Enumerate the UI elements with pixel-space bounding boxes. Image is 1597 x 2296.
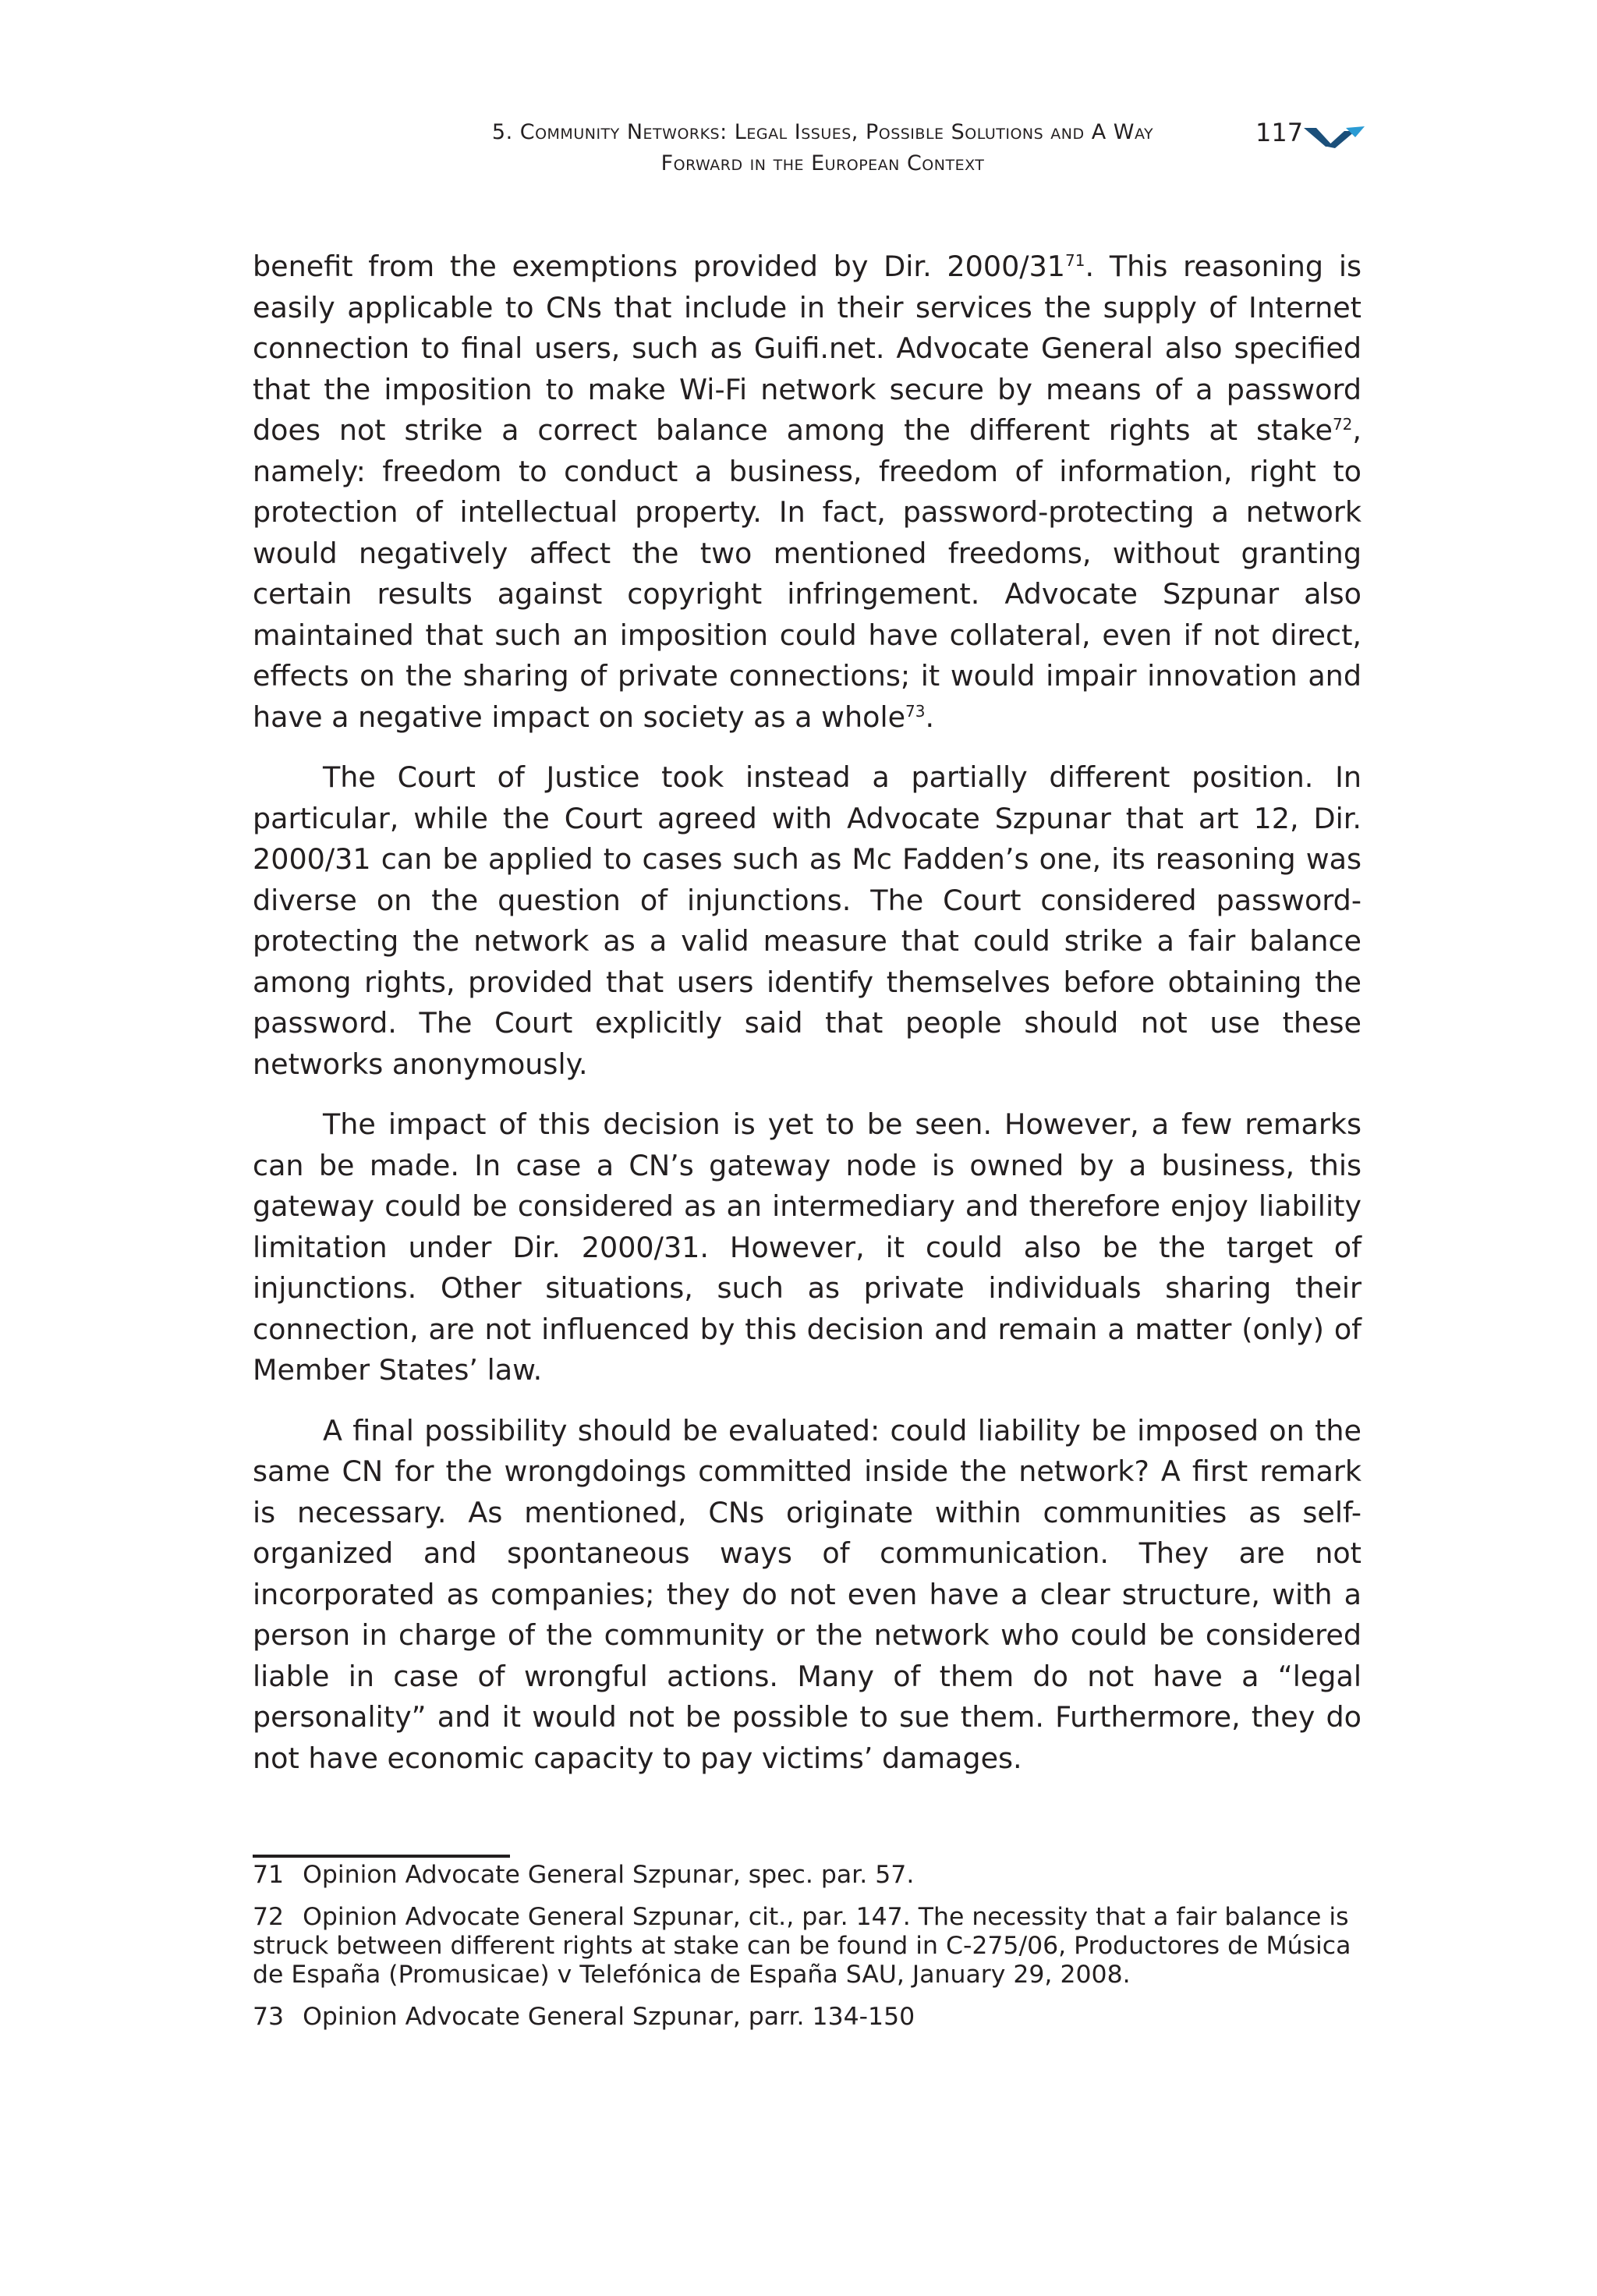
footnote-number: 73 [253, 2003, 285, 2031]
footnote-73 [253, 2003, 1362, 2032]
footnote-rule [253, 1855, 510, 1858]
footnote-ref-71: 71 [1065, 250, 1085, 270]
page-number: 117 [1255, 118, 1304, 147]
paragraph-2: The Court of Justice took instead a partially different position. In particular, while the Court agreed with Advocate Szpunar that art 12, Dir. 2000/31 can be applied to cases such as Mc Fadden’s one, its reasoning was diverse on the question of injunctions. The Court considered password-protecting the network as a valid measure that could strike a fair balance among rights, provided that users identify themselves before obtaining the password. The Court explicitly said that people should not use these networks anonymously. [253, 760, 1362, 1081]
footnote-ref-72: 72 [1332, 414, 1353, 434]
footnote-71 [253, 1861, 1362, 1890]
paragraph-1-part-b: . This reasoning is easily applicable to CNs that include in their services the supply of Internet connection to final users, such as Guifi.net. Advocate General also specified that the imposition to make Wi-Fi network secure by means of a password does not strike a correct balance among the different rights at stake [253, 250, 1362, 447]
paragraph-1-part-a: benefit from the exemptions provided by Dir. 2000/31 [253, 250, 1066, 283]
footnote-text: Opinion Advocate General Szpunar, parr. 134-150 [303, 2003, 915, 2031]
publisher-logo-icon [1304, 125, 1365, 151]
footnote-text: Opinion Advocate General Szpunar, cit., par. 147. The necessity that a fair balance is struck between different rights at stake can be found in C-275/06, Productores de Música de España (Promusicae) v Telefónica de España SAU, January 29, 2008. [253, 1903, 1351, 1989]
running-head [328, 117, 1318, 179]
paragraph-3: The impact of this decision is yet to be seen. However, a few remarks can be made. In case a CN’s gateway node is owned by a business, this gateway could be considered as an intermediary and therefore enjoy liability limitation under Dir. 2000/31. However, it could also be the target of injunctions. Other situations, such as private individuals sharing their connection, are not influenced by this decision and remain a matter (only) of Member States’ law. [253, 1107, 1362, 1387]
main-text [253, 246, 1362, 1798]
footnote-text: Opinion Advocate General Szpunar, spec. par. 57. [303, 1861, 915, 1889]
paragraph-1-part-d: . [925, 700, 935, 734]
paragraph-1-part-c: , namely: freedom to conduct a business, freedom of information, right to protection of intellectual property. In fact, password-protecting a network would negatively affect the two mentioned freedoms, without granting certain results against copyright infringement. Advocate Szpunar also maintained that such an imposition could have collateral, even if not direct, effects on the sharing of private connections; it would impair innovation and have a negative impact on society as a whole [253, 413, 1362, 734]
footnote-72 [253, 1903, 1362, 1990]
paragraph-4: A final possibility should be evaluated: could liability be imposed on the same CN for the wrongdoings committed inside the network? A first remark is necessary. As mentioned, CNs originate within communities as self-organized and spontaneous ways of communication. They are not incorporated as companies; they do not even have a clear structure, with a person in charge of the community or the network who could be considered liable in case of wrongful actions. Many of them do not have a “legal personality” and it would not be possible to sue them. Furthermore, they do not have economic capacity to pay victims’ damages. [253, 1413, 1362, 1775]
footnote-ref-73: 73 [905, 701, 926, 721]
footnotes [253, 1861, 1362, 2045]
running-head-line-2: Forward in the European Context [660, 151, 985, 175]
footnote-number: 72 [253, 1903, 285, 1931]
footnote-number: 71 [253, 1861, 285, 1889]
paragraph-1 [253, 246, 1362, 738]
running-head-line-1: 5. Community Networks: Legal Issues, Possible Solutions and A Way [491, 120, 1154, 144]
